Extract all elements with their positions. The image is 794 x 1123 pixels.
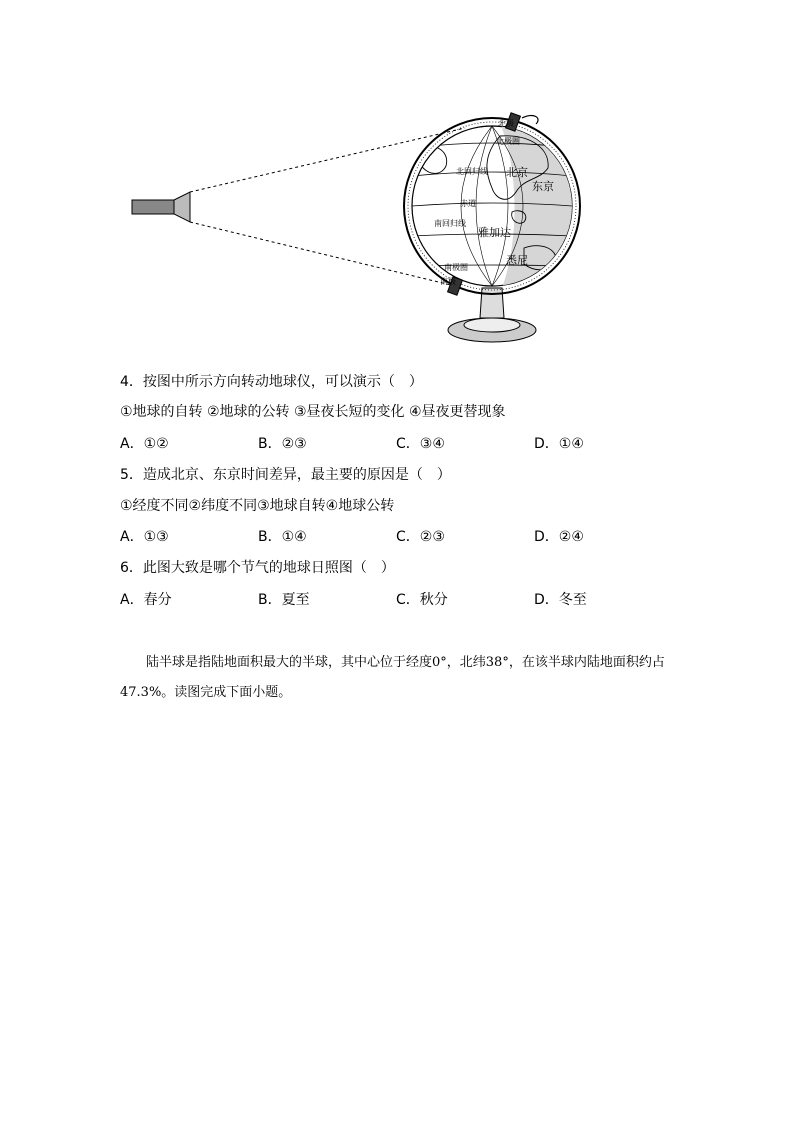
option-d[interactable]: D．②④ — [534, 529, 584, 545]
label-south-circle: 南极圈 — [444, 263, 468, 272]
question-6-options — [120, 590, 640, 610]
passage-text: 陆半球是指陆地面积最大的半球，其中心位于经度0°，北纬38°，在该半球内陆地面积约占47.3%。读图完成下面小题。 — [120, 655, 665, 700]
question-4-statements: ①地球的自转 ②地球的公转 ③昼夜长短的变化 ④昼夜更替现象 — [120, 404, 506, 420]
question-5-options — [120, 527, 640, 547]
label-north-circle: 北极圈 — [496, 137, 520, 146]
option-a[interactable]: A．①② — [120, 436, 169, 452]
globe-figure — [120, 108, 590, 358]
label-south-pole: 南极 — [440, 277, 456, 286]
option-c[interactable]: C．秋分 — [396, 592, 448, 608]
option-c[interactable]: C．③④ — [396, 436, 445, 452]
label-tokyo: 东京 — [532, 180, 554, 193]
label-jakarta: 雅加达 — [478, 226, 511, 239]
flashlight-icon — [132, 192, 190, 222]
question-5-stem: 5．造成北京、东京时间差异，最主要的原因是（ ） — [120, 467, 451, 483]
option-b[interactable]: B．夏至 — [258, 592, 310, 608]
globe-stand — [448, 288, 536, 342]
option-a[interactable]: A．①③ — [120, 529, 169, 545]
option-d[interactable]: D．冬至 — [534, 592, 587, 608]
question-6-stem: 6．此图大致是哪个节气的地球日照图（ ） — [120, 560, 395, 576]
question-5-statements: ①经度不同②纬度不同③地球自转④地球公转 — [120, 498, 395, 514]
globe-illustration — [120, 108, 590, 358]
label-tropic-cancer: 北回归线 — [456, 167, 488, 176]
reading-passage — [120, 648, 680, 708]
label-sydney: 悉尼 — [506, 254, 528, 267]
rotation-arrow-icon — [522, 116, 538, 124]
option-b[interactable]: B．②③ — [258, 436, 307, 452]
label-north-pole: 北极 — [498, 119, 514, 128]
label-equator: 赤道 — [460, 199, 476, 208]
option-a[interactable]: A．春分 — [120, 592, 172, 608]
option-c[interactable]: C．②③ — [396, 529, 445, 545]
question-4-options — [120, 434, 640, 454]
question-4-stem: 4．按图中所示方向转动地球仪，可以演示（ ） — [120, 374, 423, 390]
label-tropic-capricorn: 南回归线 — [434, 219, 466, 228]
option-d[interactable]: D．①④ — [534, 436, 584, 452]
light-ray-bottom — [190, 222, 455, 286]
option-b[interactable]: B．①④ — [258, 529, 307, 545]
label-beijing: 北京 — [506, 166, 528, 179]
